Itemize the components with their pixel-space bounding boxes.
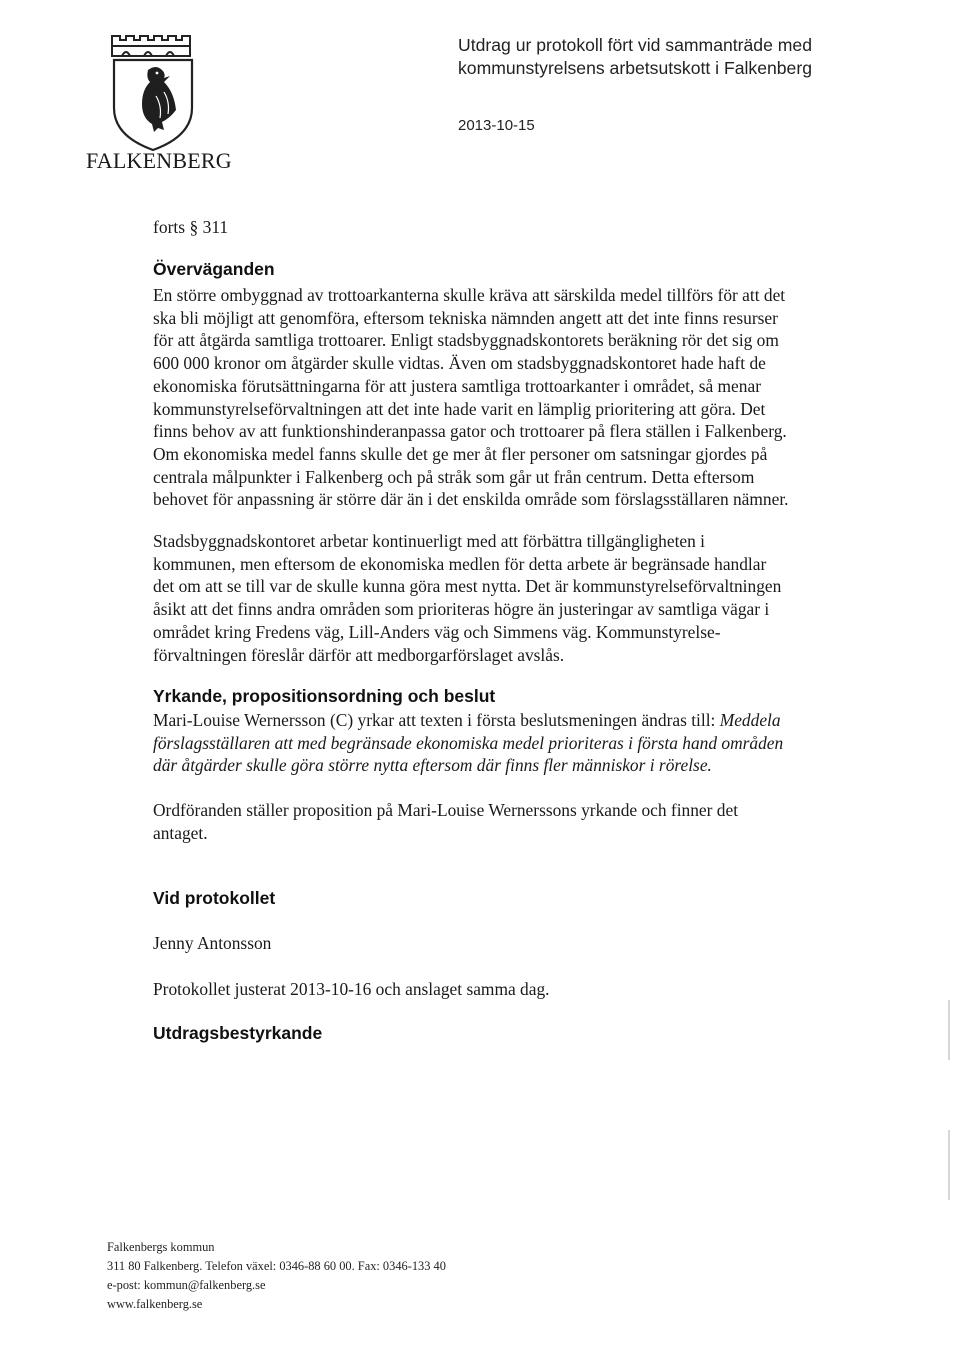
heading-utdragsbestyrkande: Utdragsbestyrkande — [153, 1023, 323, 1043]
yrkande-text-plain: Mari-Louise Wernersson (C) yrkar att texten i första beslutsmeningen ändras till: — [153, 710, 720, 730]
scan-edge-mark — [948, 1130, 950, 1200]
document-title-line-1: Utdrag ur protokoll fört vid sammanträde med — [458, 35, 812, 55]
text-line: Ordföranden ställer proposition på Mari-Louise Wernerssons yrkande och finner det — [153, 800, 739, 820]
text-line: behovet för anpassning är större där än i det enskilda område som förslagsställaren nämner. — [153, 489, 789, 510]
heading-yrkande: Yrkande, propositionsordning och beslut — [153, 686, 496, 706]
document-title — [458, 34, 812, 80]
heading-vid-protokollet: Vid protokollet — [153, 888, 276, 908]
justerat-statement: Protokollet justerat 2013-10-16 och anslaget samma dag. — [153, 979, 550, 999]
text-line: kommunen, men eftersom de ekonomiska medlen för detta arbete är begränsade handlar — [153, 553, 767, 574]
text-line: det om att se till var de skulle kunna göra mest nytta. Det är kommunstyrelseförvaltningen — [153, 576, 782, 597]
text-line: 600 000 kronor om åtgärder skulle vidtas. Även om stadsbyggnadskontoret hade haft de — [153, 353, 766, 374]
footer-contact — [107, 1238, 446, 1314]
heading-overvagande: Överväganden — [153, 259, 275, 279]
text-line: för att åtgärda samtliga trottoarer. Enligt stadsbyggnadskontorets beräkning rör det sig om — [153, 330, 779, 351]
falkenberg-coat-of-arms-icon — [104, 26, 204, 152]
text-line: ska bli möjligt att genomföra, eftersom tekniska nämnden angett att det inte finns resurser — [153, 307, 778, 328]
paragraph-overvagande-2 — [153, 530, 865, 666]
text-line: kommunstyrelseförvaltningen att det inte hade varit en lämplig prioritering att göra. Det — [153, 398, 766, 419]
text-line: finns behov av att funktionshinderanpassa gator och trottoarer på flera ställen i Falkenberg. — [153, 421, 787, 442]
text-line-italic: där åtgärder skulle göra större nytta eftersom där finns fler människor i rörelse. — [153, 755, 712, 776]
meeting-date: 2013-10-15 — [458, 117, 535, 134]
text-line — [153, 709, 865, 732]
secretary-name: Jenny Antonsson — [153, 933, 272, 953]
text-line: området kring Fredens väg, Lill-Anders väg och Simmens väg. Kommunstyrelse- — [153, 621, 721, 642]
paragraph-yrkande-1 — [153, 709, 865, 777]
scan-edge-mark — [948, 1000, 950, 1060]
text-line: Om ekonomiska medel fanns skulle det ge mer åt fler personer om satsningar gjordes på — [153, 443, 768, 464]
text-line: åsikt att det finns andra områden som prioriteras högre än justeringar av samtliga vägar i — [153, 599, 770, 620]
footer-address-phone: 311 80 Falkenberg. Telefon växel: 0346-88 60 00. Fax: 0346-133 40 — [107, 1259, 446, 1273]
municipality-name: FALKENBERG — [86, 148, 232, 173]
yrkande-text-italic: Meddela — [719, 710, 781, 730]
section-reference: forts § 311 — [153, 217, 229, 237]
text-line: En större ombyggnad av trottoarkanterna skulle kräva att särskilda medel tillförs för att det — [153, 285, 786, 305]
footer-website: www.falkenberg.se — [107, 1297, 203, 1311]
text-line: ekonomiska förutsättningarna för att justera samtliga trottoarkanter i området, så menar — [153, 375, 761, 396]
footer-email: e-post: kommun@falkenberg.se — [107, 1278, 266, 1292]
document-title-line-2: kommunstyrelsens arbetsutskott i Falkenberg — [458, 58, 812, 78]
footer-organization: Falkenbergs kommun — [107, 1240, 215, 1254]
paragraph-yrkande-2 — [153, 799, 865, 844]
text-line: centrala målpunkter i Falkenberg och på stråk som går ut från centrum. Detta eftersom — [153, 466, 755, 487]
text-line: förvaltningen föreslår därför att medborgarförslaget avslås. — [153, 644, 565, 665]
text-line: antaget. — [153, 822, 208, 843]
text-line: Stadsbyggnadskontoret arbetar kontinuerligt med att förbättra tillgängligheten i — [153, 531, 706, 551]
text-line-italic: förslagsställaren att med begränsade ekonomiska medel prioriteras i första hand områden — [153, 732, 784, 753]
paragraph-overvagande-1 — [153, 284, 865, 511]
